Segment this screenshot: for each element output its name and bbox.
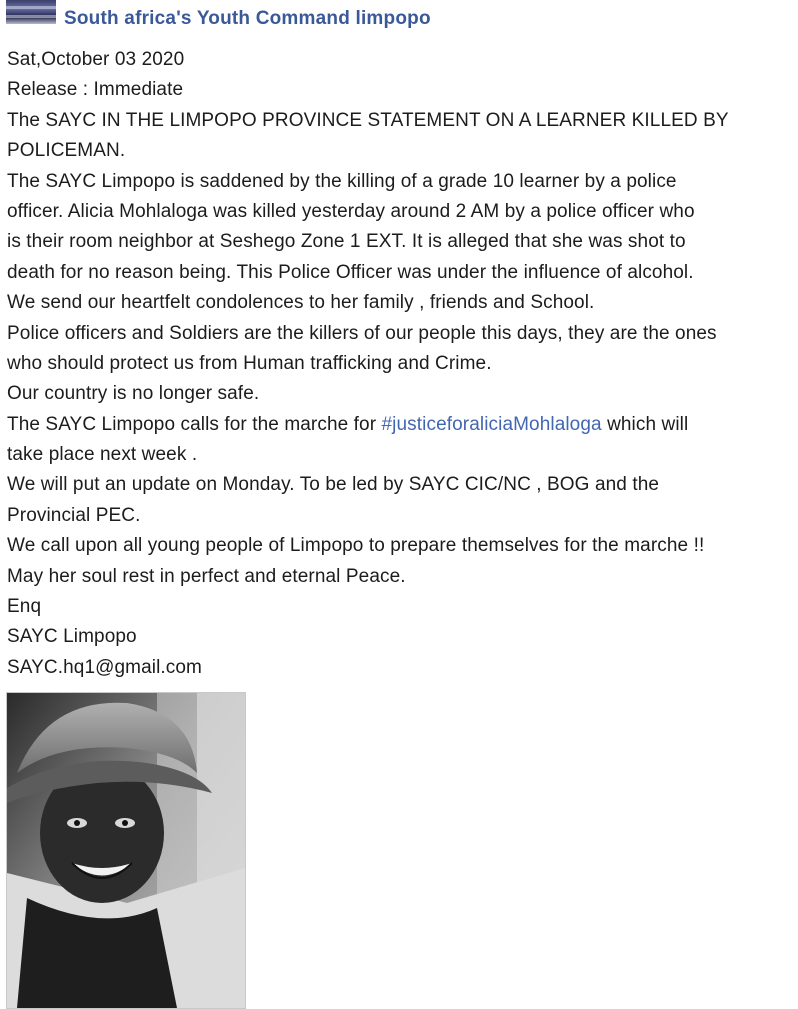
- page-name-link[interactable]: South africa's Youth Command limpopo: [64, 8, 431, 29]
- post-text-line: is their room neighbor at Seshego Zone 1 EXT. It is alleged that she was shot to: [7, 231, 686, 253]
- post-enq: Enq: [7, 596, 42, 618]
- march-text-before: The SAYC Limpopo calls for the marche for: [7, 413, 382, 435]
- post-header: [6, 0, 786, 30]
- post-text-line: death for no reason being. This Police Officer was under the influence of alcohol.: [7, 261, 694, 283]
- portrait-image: [7, 693, 245, 1008]
- post-text-line: Provincial PEC.: [7, 504, 141, 526]
- post-text-line: Our country is no longer safe.: [7, 383, 260, 405]
- post-date: Sat,October 03 2020: [7, 49, 185, 70]
- post-text-line: We call upon all young people of Limpopo to prepare themselves for the marche !!: [7, 535, 705, 557]
- post-text-line: We will put an update on Monday. To be led by SAYC CIC/NC , BOG and the: [7, 474, 660, 496]
- post-text-line: officer. Alicia Mohlaloga was killed yesterday around 2 AM by a police officer who: [7, 200, 695, 222]
- post-photo[interactable]: [6, 692, 246, 1009]
- post-text-line: take place next week .: [7, 444, 198, 466]
- march-text-after: which will: [601, 413, 689, 435]
- post-text-line: We send our heartfelt condolences to her family , friends and School.: [7, 292, 595, 314]
- post-march-line: [7, 410, 787, 440]
- post-body: [7, 45, 787, 683]
- post-release: Release : Immediate: [7, 79, 184, 101]
- post-text-line: Police officers and Soldiers are the killers of our people this days, they are the ones: [7, 322, 717, 344]
- post-text-line: May her soul rest in perfect and eternal Peace.: [7, 565, 406, 587]
- page-avatar[interactable]: [6, 0, 56, 24]
- hashtag-link[interactable]: #justiceforaliciaMohlaloga: [381, 413, 602, 435]
- post-headline-cont: POLICEMAN.: [7, 140, 126, 162]
- post-email: SAYC.hq1@gmail.com: [7, 656, 202, 678]
- post-headline: The SAYC IN THE LIMPOPO PROVINCE STATEMENT ON A LEARNER KILLED BY: [7, 109, 729, 131]
- post-text-line: who should protect us from Human trafficking and Crime.: [7, 352, 492, 374]
- post-signature: SAYC Limpopo: [7, 626, 137, 648]
- post-text-line: The SAYC Limpopo is saddened by the killing of a grade 10 learner by a police: [7, 170, 677, 192]
